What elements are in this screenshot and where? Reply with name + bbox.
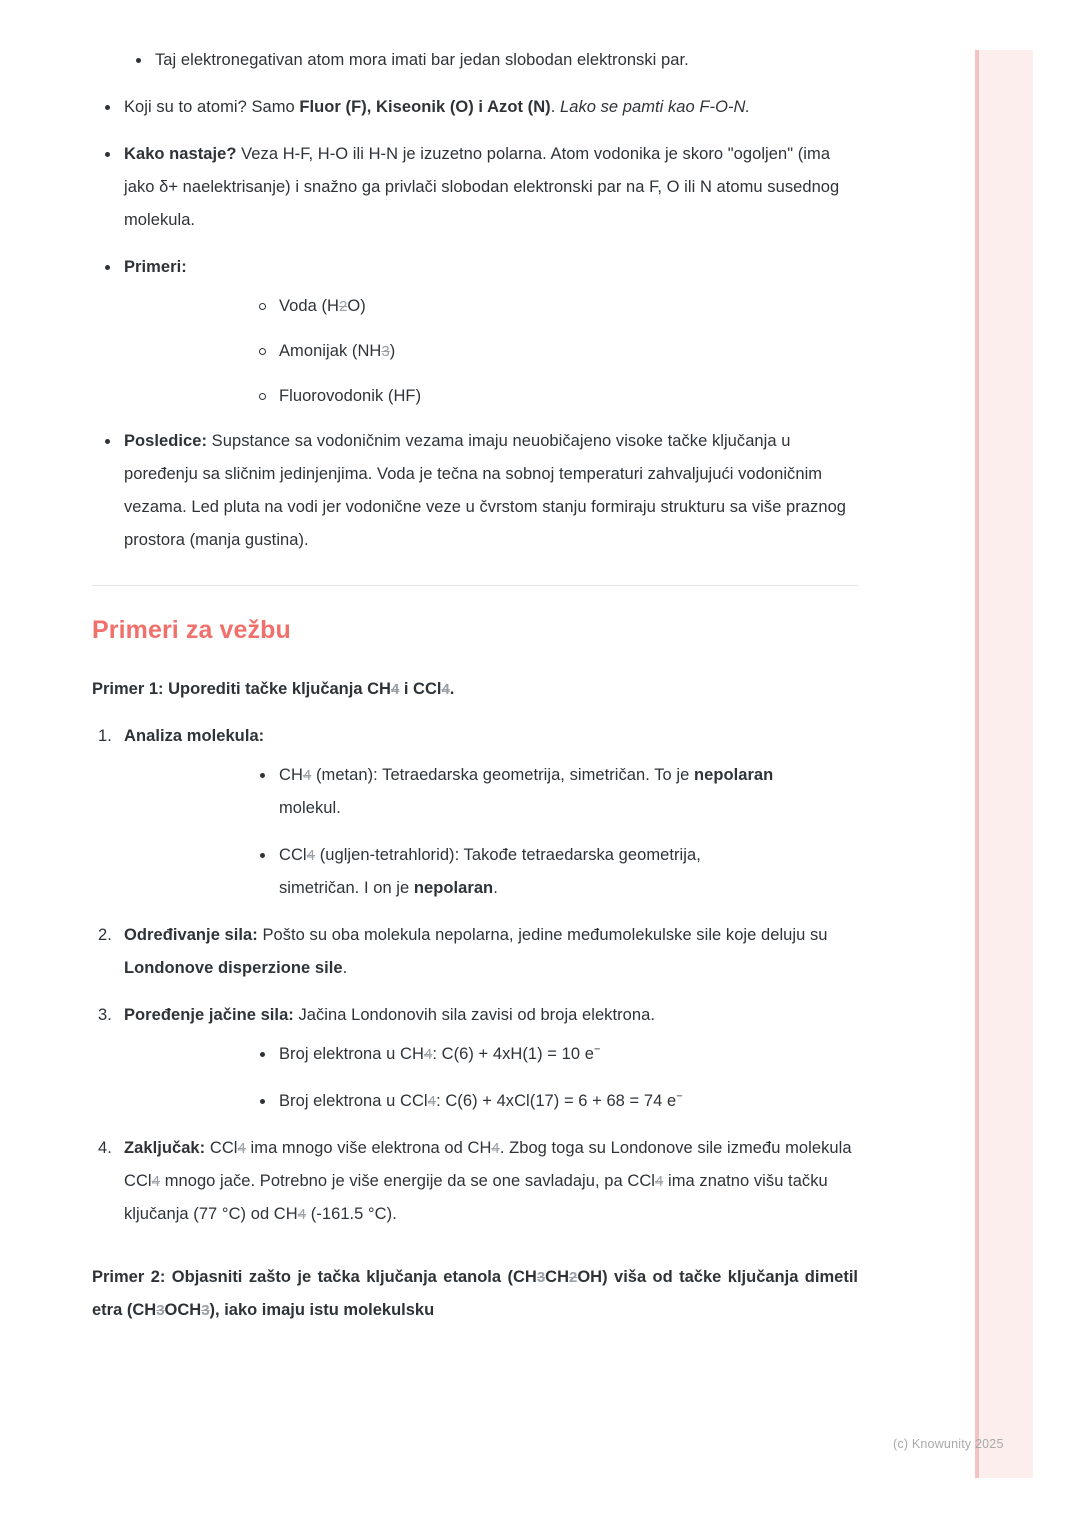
text-run: CH xyxy=(545,1268,569,1286)
text-mid: : C(6) + 4xH(1) = 10 e xyxy=(432,1045,594,1063)
text-bold: nepolaran xyxy=(693,766,774,784)
list-item-primeri xyxy=(0,251,940,413)
text-run: CCl xyxy=(205,1139,238,1157)
list-item xyxy=(124,839,858,905)
superscript-charge: − xyxy=(593,1043,601,1056)
step-number: 2. xyxy=(98,926,112,944)
list-item-posledice xyxy=(0,425,940,557)
subscript: 3 xyxy=(536,1269,546,1286)
page-title: Primeri za vežbu xyxy=(92,616,291,644)
list-step3-sub xyxy=(124,1038,858,1118)
text-run: Primer 2: Objasniti zašto je tačka ključanja etanola (CH xyxy=(92,1268,537,1286)
text-body xyxy=(124,1139,852,1223)
list-step1-sub xyxy=(124,759,858,905)
text-post: O) xyxy=(347,297,366,315)
text-post: . xyxy=(493,879,498,897)
text-body: Pošto su oba molekula nepolarna, jedine međumolekulske sile koje deluju su xyxy=(257,926,828,944)
text-run: OH) viša od tačke ključanja dimetil etra (CH xyxy=(92,1268,858,1319)
list-primer1-steps xyxy=(0,720,940,1231)
list-item xyxy=(124,1038,858,1071)
text-mid: : C(6) + 4xCl(17) = 6 + 68 = 74 e xyxy=(436,1092,677,1110)
subscript: 3 xyxy=(156,1302,165,1319)
text-run: ima znatno višu tačku ključanja (77 °C) od CH xyxy=(124,1172,828,1223)
text-pre: Fluorovodonik (HF) xyxy=(279,387,422,405)
text-post: . xyxy=(342,959,348,977)
text-pre: Voda (H xyxy=(279,297,339,315)
text-pre: CCl xyxy=(279,846,307,864)
list-nested-continuation xyxy=(0,44,940,77)
text-mid: . xyxy=(550,98,560,116)
subscript: 3 xyxy=(201,1302,210,1319)
subscript: 2 xyxy=(338,298,348,315)
primer1-title xyxy=(92,673,858,706)
step-label: Analiza molekula: xyxy=(124,727,265,745)
subscript: 4 xyxy=(306,847,316,864)
list-primeri-examples xyxy=(124,290,858,413)
subscript: 4 xyxy=(427,1093,437,1110)
text-run: mnogo jače. Potrebno je više energije da se one savladaju, pa CCl xyxy=(160,1172,655,1190)
text-body: Jačina Londonovih sila zavisi od broja elektrona. xyxy=(293,1006,655,1024)
text-run: (-161.5 °C). xyxy=(306,1205,397,1223)
subscript: 4 xyxy=(237,1140,246,1157)
text-post: ) xyxy=(389,342,396,360)
text-body: Supstance sa vodoničnim vezama imaju neuobičajeno visoke tačke ključanja u poređenju sa sličnim jedinjenjima. Voda je tečna na sobnoj temperaturi zahvaljujući vodoničnim vezama. Led pluta na vodi jer vodonične veze u čvrstom stanju formiraju strukturu sa više praznog prostora (manja gustina). xyxy=(124,432,847,549)
text-run: . Zbog toga su Londonove sile između molekula CCl xyxy=(124,1139,852,1190)
subscript: 4 xyxy=(297,1206,307,1223)
subscript: 4 xyxy=(655,1173,664,1190)
text-italic-mnemonic: Lako se pamti kao F-O-N. xyxy=(560,98,751,116)
step-label: Zaključak: xyxy=(124,1139,206,1157)
text-run: ), iako imaju istu molekulsku xyxy=(209,1301,435,1319)
list-item-koji-su-atomi xyxy=(0,91,940,124)
step-number: 4. xyxy=(98,1139,112,1157)
text-pre: Amonijak (NH xyxy=(279,342,382,360)
primer2-title xyxy=(92,1261,858,1327)
text-bold-label: Kako nastaje? xyxy=(124,145,237,163)
text-run: ima mnogo više elektrona od CH xyxy=(245,1139,492,1157)
step-zakljucak xyxy=(0,1132,940,1231)
text-mid: (ugljen-tetrahlorid): Takođe tetraedarska geometrija, simetričan. I on je xyxy=(279,846,701,897)
text-bold-atoms: Fluor (F), Kiseonik (O) i Azot (N) xyxy=(299,98,551,116)
text-bold-label: Primeri: xyxy=(124,258,187,276)
text-bold: nepolaran xyxy=(413,879,494,897)
text-pre: CH xyxy=(279,766,303,784)
subscript: 4 xyxy=(151,1173,161,1190)
list-item-kako-nastaje xyxy=(0,138,940,237)
section-divider xyxy=(92,585,858,586)
step-analiza-molekula xyxy=(0,720,940,905)
text-bold-label: Posledice: xyxy=(124,432,208,450)
text-post: molekul. xyxy=(279,799,341,817)
superscript-charge: − xyxy=(676,1090,683,1103)
text-mid: i CCl xyxy=(399,680,442,698)
step-label: Određivanje sila: xyxy=(124,926,258,944)
subscript: 4 xyxy=(491,1140,500,1157)
text-body xyxy=(92,1268,858,1319)
text-pre: Broj elektrona u CH xyxy=(279,1045,424,1063)
list-item xyxy=(124,290,858,323)
list-item-text: Taj elektronegativan atom mora imati bar jedan slobodan elektronski par. xyxy=(155,51,689,69)
list-item xyxy=(124,380,858,413)
text-prefix: Koji su to atomi? Samo xyxy=(124,98,300,116)
copyright-watermark: (c) Knowunity 2025 xyxy=(893,1437,1004,1451)
subscript: 4 xyxy=(423,1046,433,1063)
list-main-bullets xyxy=(0,91,940,557)
step-poredjenje-jacine-sila xyxy=(0,999,940,1118)
text-pre: Primer 1: Uporediti tačke ključanja CH xyxy=(92,680,391,698)
text-bold-forces: Londonove disperzione sile xyxy=(124,959,343,977)
step-number: 1. xyxy=(98,727,112,745)
list-item xyxy=(124,1085,858,1118)
subscript: 4 xyxy=(441,681,450,698)
right-side-pink-panel xyxy=(975,50,1033,1478)
text-body: Veza H-F, H-O ili H-N je izuzetno polarna. Atom vodonika je skoro "ogoljen" (ima jako δ+ naelektrisanje) i snažno ga privlači slobodan elektronski par na F, O ili N atomu susednog molekula. xyxy=(124,145,840,229)
subscript: 3 xyxy=(381,343,390,360)
list-item xyxy=(0,44,940,77)
subscript: 4 xyxy=(390,681,400,698)
text-mid: (metan): Tetraedarska geometrija, simetričan. To je xyxy=(311,766,694,784)
text-post: . xyxy=(449,680,455,698)
subscript: 2 xyxy=(569,1269,578,1286)
subscript: 4 xyxy=(302,767,312,784)
step-label: Poređenje jačine sila: xyxy=(124,1006,294,1024)
list-item xyxy=(124,759,858,825)
text-pre: Broj elektrona u CCl xyxy=(279,1092,428,1110)
list-item xyxy=(124,335,858,368)
text-run: OCH xyxy=(164,1301,202,1319)
step-number: 3. xyxy=(98,1006,112,1024)
step-odredjivanje-sila xyxy=(0,919,940,985)
